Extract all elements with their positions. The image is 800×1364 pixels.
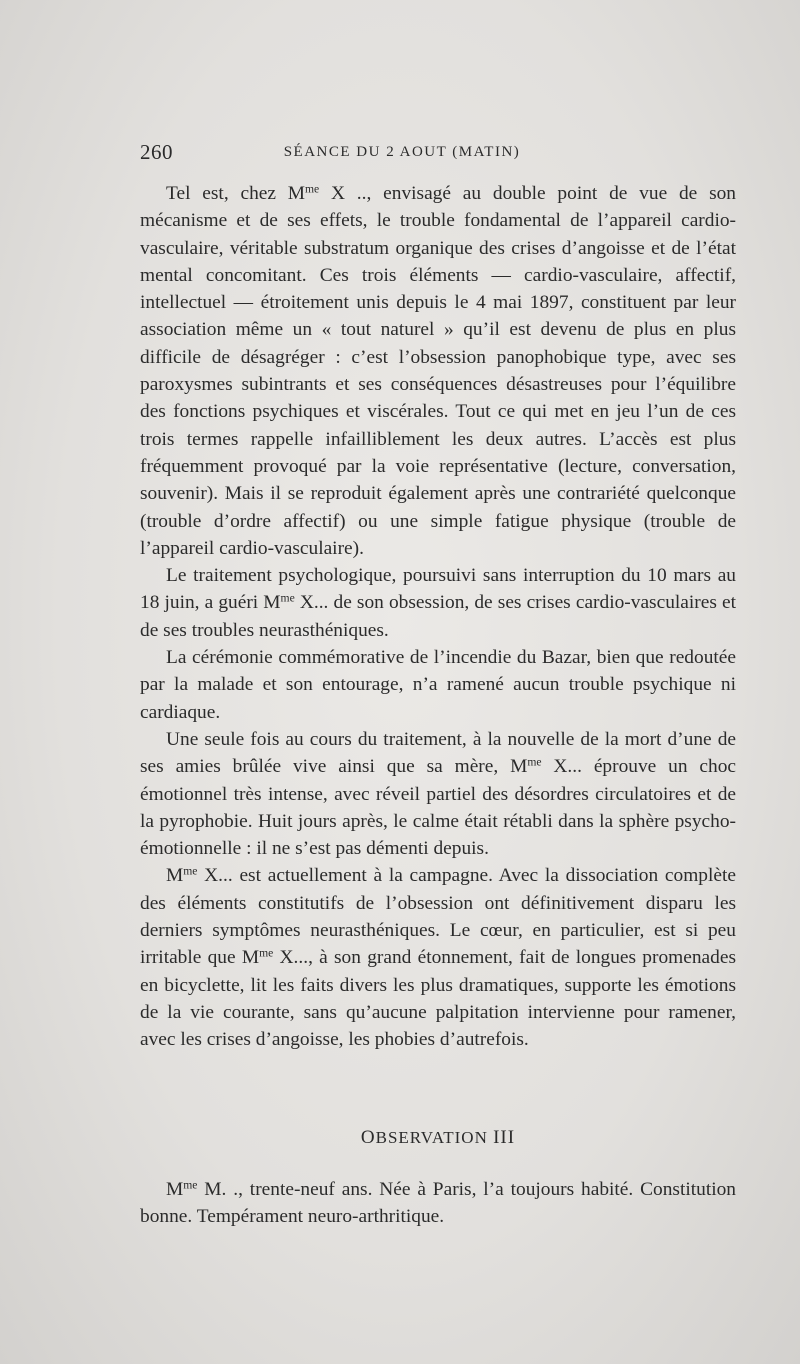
paragraph-1: Tel est, chez $M^{me}$ X .., envisagé au double point de vue de son mécanisme et de ses effets, le trouble fondamental de l’appareil cardio-vasculaire, véritable substratum organique des crises d’angoisse et de l’état mental concomitant. Ces trois éléments — cardio-vasculaire, affectif, intellectuel — étroitement unis depuis le 4 mai 1897, constituent par leur association même un « tout naturel » qu’il est devenu de plus en plus difficile de désagréger : c’est l’obsession panophobique type, avec ses paroxysmes subintrants et ses conséquences désastreuses pour l’équilibre des fonctions psychiques et viscérales. Tout ce qui met en jeu l’un de ces trois termes rappelle infailliblement les deux autres. L’accès est plus fréquemment provoqué par la voie représentative (lecture, conversation, souvenir). Mais il se reproduit également après une contrariété quelconque (trouble d’ordre affectif) ou une simple fatigue physique (trouble de l’appareil cardio-vasculaire). [140, 182, 737, 559]
paragraph-3: La cérémonie commémorative de l’incendie du Bazar, bien que redoutée par la malade et son entourage, n’a ramené aucun trouble psychique ni cardiaque. [140, 647, 736, 723]
running-title: SÉANCE DU 2 AOUT (MATIN) [283, 144, 521, 160]
body-text [140, 180, 736, 1054]
paragraph-4: Une seule fois au cours du traitement, à la nouvelle de la mort d’une de ses amies brûlée vive ainsi que sa mère, $M^{me}$ X... éprouve un choc émotionnel très intense, avec réveil partiel des désordres circulatoires et de la pyrophobie. Huit jours après, le calme était rétabli dans la sphère psycho-émotionnelle : il ne s’est pas démenti depuis. [140, 728, 736, 860]
paragraph-2: Le traitement psychologique, poursuivi sans interruption du 10 mars au 18 juin, a guéri $M^{me}$ X... de son obsession, de ses crises cardio-vasculaires et de ses troubles neurasthéniques. [140, 565, 736, 641]
paragraph-5: $M^{me}$ X... est actuellement à la campagne. Avec la dissociation complète des éléments constitutifs de l’obsession ont définitivement disparu les derniers symptômes neurasthéniques. Le cœur, en particulier, est si peu irritable que $M^{me}$ X..., à son grand étonnement, fait de longues promenades en bicyclette, lit les faits divers les plus dramatiques, supporte les émotions de la vie courante, sans qu’aucune palpitation intervienne pour ramener, avec les crises d’angoisse, les phobies d’autrefois. [140, 865, 736, 1051]
page-header [140, 140, 664, 170]
observation-text [140, 1176, 736, 1231]
page-number: 260 [140, 140, 173, 164]
observation-paragraph: $M^{me}$ M. ., trente-neuf ans. Née à Paris, l’a toujours habité. Constitution bonne. Tempérament neuro-arthritique. [140, 1178, 736, 1228]
observation-heading: OBSERVATION III [360, 1127, 516, 1148]
